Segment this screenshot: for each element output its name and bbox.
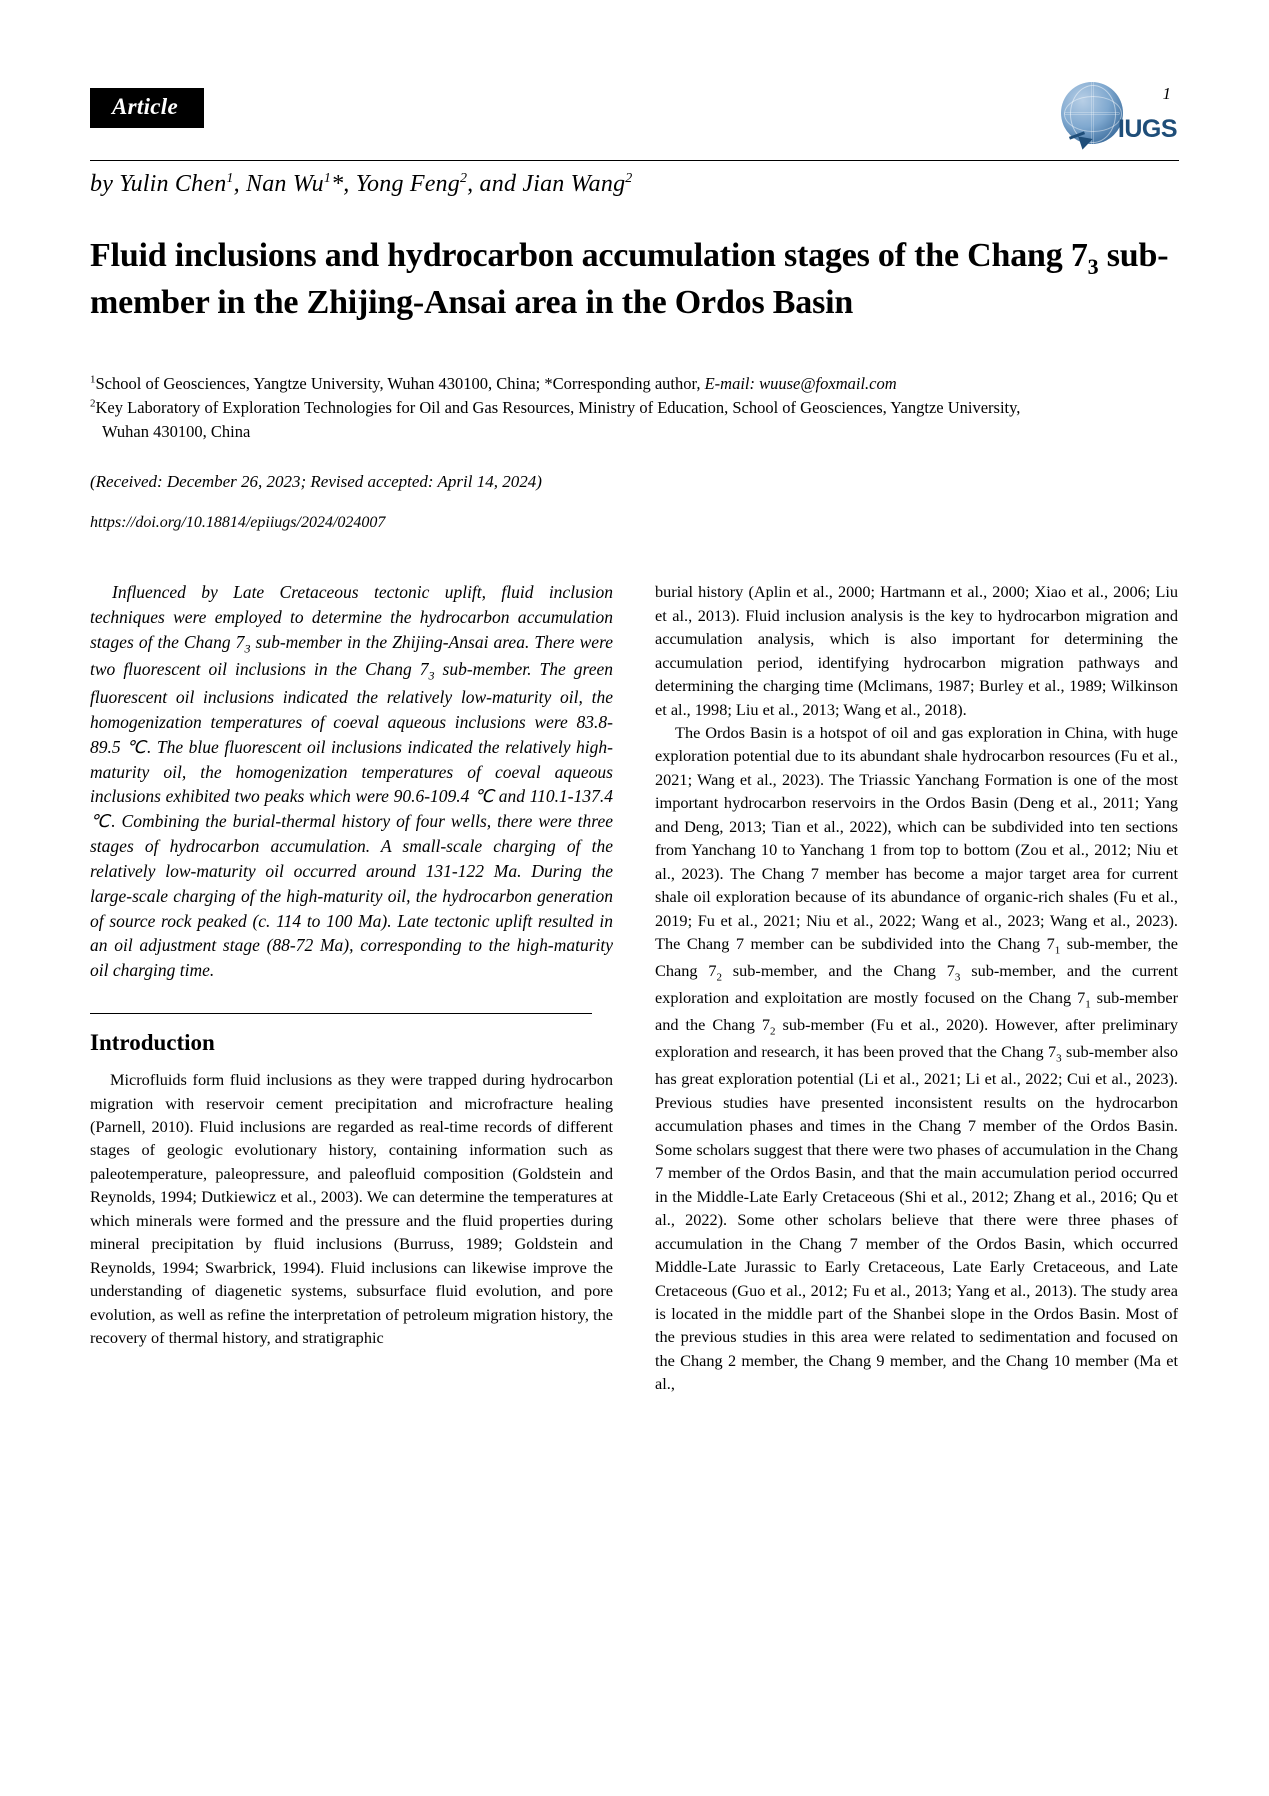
left-column [90, 580, 613, 1396]
header-divider [90, 160, 1179, 161]
page-header [90, 78, 1179, 158]
page-number: 1 [1162, 84, 1171, 103]
iugs-logo [1049, 78, 1179, 156]
right-column [655, 580, 1178, 1396]
globe-icon [1061, 82, 1123, 144]
introduction-paragraph-2: The Ordos Basin is a hotspot of oil and gas exploration in China, with huge exploration potential due to its abundant shale hydrocarbon resources (Fu et al., 2021; Wang et al., 2023). The Triassic Yanchang Formation is one of the most important hydrocarbon reservoirs in the Ordos Basin (Deng et al., 2011; Yang and Deng, 2013; Tian et al., 2022), which can be subdivided into ten sections from Yanchang 10 to Yanchang 1 from top to bottom (Zou et al., 2012; Niu et al., 2023). The Chang 7 member has become a major target area for current shale oil exploration because of its abundance of organic-rich shales (Fu et al., 2019; Fu et al., 2021; Niu et al., 2022; Wang et al., 2023; Wang et al., 2023). The Chang 7 member can be subdivided into the Chang $7_1$ sub-member, the Chang $7_2$ sub-member, and the Chang $7_3$ sub-member, and the current exploration and exploitation are mostly focused on the Chang $7_1$ sub-member and the Chang $7_2$ sub-member (Fu et al., 2020). However, after preliminary exploration and research, it has been proved that the Chang $7_3$ sub-member also has great exploration potential (Li et al., 2021; Li et al., 2022; Cui et al., 2023). Previous studies have presented inconsistent results on the hydrocarbon accumulation phases and times in the Chang 7 member of the Ordos Basin. Some scholars suggest that there were two phases of accumulation in the Chang 7 member of the Ordos Basin, and that the main accumulation period occurred in the Middle-Late Early Cretaceous (Shi et al., 2012; Zhang et al., 2016; Qu et al., 2022). Some other scholars believe that there were three phases of accumulation in the Chang 7 member of the Ordos Basin, which occurred Middle-Late Jurassic to Early Cretaceous, Late Early Cretaceous, and Late Cretaceous (Guo et al., 2012; Fu et al., 2013; Yang et al., 2013). The study area is located in the middle part of the Shanbei slope in the Ordos Basin. Most of the previous studies in this area were related to sedimentation and focused on the Chang 2 member, the Chang 9 member, and the Chang 10 member (Ma et al., [655, 722, 1179, 1394]
page-title: Fluid inclusions and hydrocarbon accumulation stages of the Chang $7_3$ sub-member in the Zhijing-Ansai area in the Ordos Basin [90, 237, 1169, 321]
received-dates: (Received: December 26, 2023; Revised accepted: April 14, 2024) [90, 472, 542, 492]
body-columns [90, 580, 1179, 1396]
globe-ring-secondary-icon [1064, 96, 1122, 132]
affiliation-1: $^1$School of Geosciences, Yangtze University, Wuhan 430100, China; *Corresponding author, E-mail: wuuse@foxmail.com [90, 373, 897, 394]
introduction-paragraph-1: Microfluids form fluid inclusions as they were trapped during hydrocarbon migration with reservoir cement precipitation and microfracture healing (Parnell, 2010). Fluid inclusions are regarded as real-time records of different stages of geologic evolutionary history, containing information such as paleotemperature, paleopressure, and paleofluid composition (Goldstein and Reynolds, 1994; Dutkiewicz et al., 2003). We can determine the temperatures at which minerals were formed and the pressure and the fluid properties during mineral precipitation by fluid inclusions (Burruss, 1989; Goldstein and Reynolds, 1994; Swarbrick, 1994). Fluid inclusions can likewise improve the understanding of diagenetic systems, subsurface fluid evolution, and pore evolution, as well as refine the interpretation of petroleum migration history, the recovery of thermal history, and stratigraphic [90, 1070, 613, 1348]
iugs-wordmark: IUGS [1117, 115, 1177, 143]
author-list: by Yulin Chen$^1$, Nan Wu$^1$*, Yong Feng$^2$, and Jian Wang$^2$ [90, 171, 633, 197]
section-divider [90, 1013, 592, 1014]
affiliations [90, 372, 1179, 444]
page-content [90, 78, 1179, 1396]
section-heading-introduction: Introduction [90, 1030, 215, 1056]
introduction-paragraph-1-continued: burial history (Aplin et al., 2000; Hartmann et al., 2000; Xiao et al., 2006; Liu et al., 2013). Fluid inclusion analysis is the key to hydrocarbon migration and accumulation analysis, which is also important for determining the accumulation period, identifying hydrocarbon migration pathways and determining the charging time (Mclimans, 1987; Burley et al., 1989; Wilkinson et al., 1998; Liu et al., 2013; Wang et al., 2018). [655, 582, 1178, 719]
article-type-badge: Article [90, 88, 204, 128]
abstract-text: Influenced by Late Cretaceous tectonic uplift, fluid inclusion techniques were employed to determine the hydrocarbon accumulation stages of the Chang $7_3$ sub-member in the Zhijing-Ansai area. There were two fluorescent oil inclusions in the Chang $7_3$ sub-member. The green fluorescent oil inclusions indicated the relatively low-maturity oil, the homogenization temperatures of coeval aqueous inclusions were 83.8-89.5 ℃. The blue fluorescent oil inclusions indicated the relatively high-maturity oil, the homogenization temperatures of coeval aqueous inclusions exhibited two peaks which were 90.6-109.4 ℃ and 110.1-137.4 ℃. Combining the burial-thermal history of four wells, there were three stages of hydrocarbon accumulation. A small-scale charging of the relatively low-maturity oil occurred around 131-122 Ma. During the large-scale charging of the high-maturity oil, the hydrocarbon generation of source rock peaked (c. 114 to 100 Ma). Late tectonic uplift resulted in an oil adjustment stage (88-72 Ma), corresponding to the high-maturity oil charging time. [90, 582, 614, 981]
doi-link[interactable]: https://doi.org/10.18814/epiiugs/2024/024007 [90, 514, 386, 532]
affiliation-2: $^2$Key Laboratory of Exploration Technologies for Oil and Gas Resources, Ministry of Education, School of Geosciences, Yangtze University, Wuhan 430100, China [90, 397, 1021, 442]
